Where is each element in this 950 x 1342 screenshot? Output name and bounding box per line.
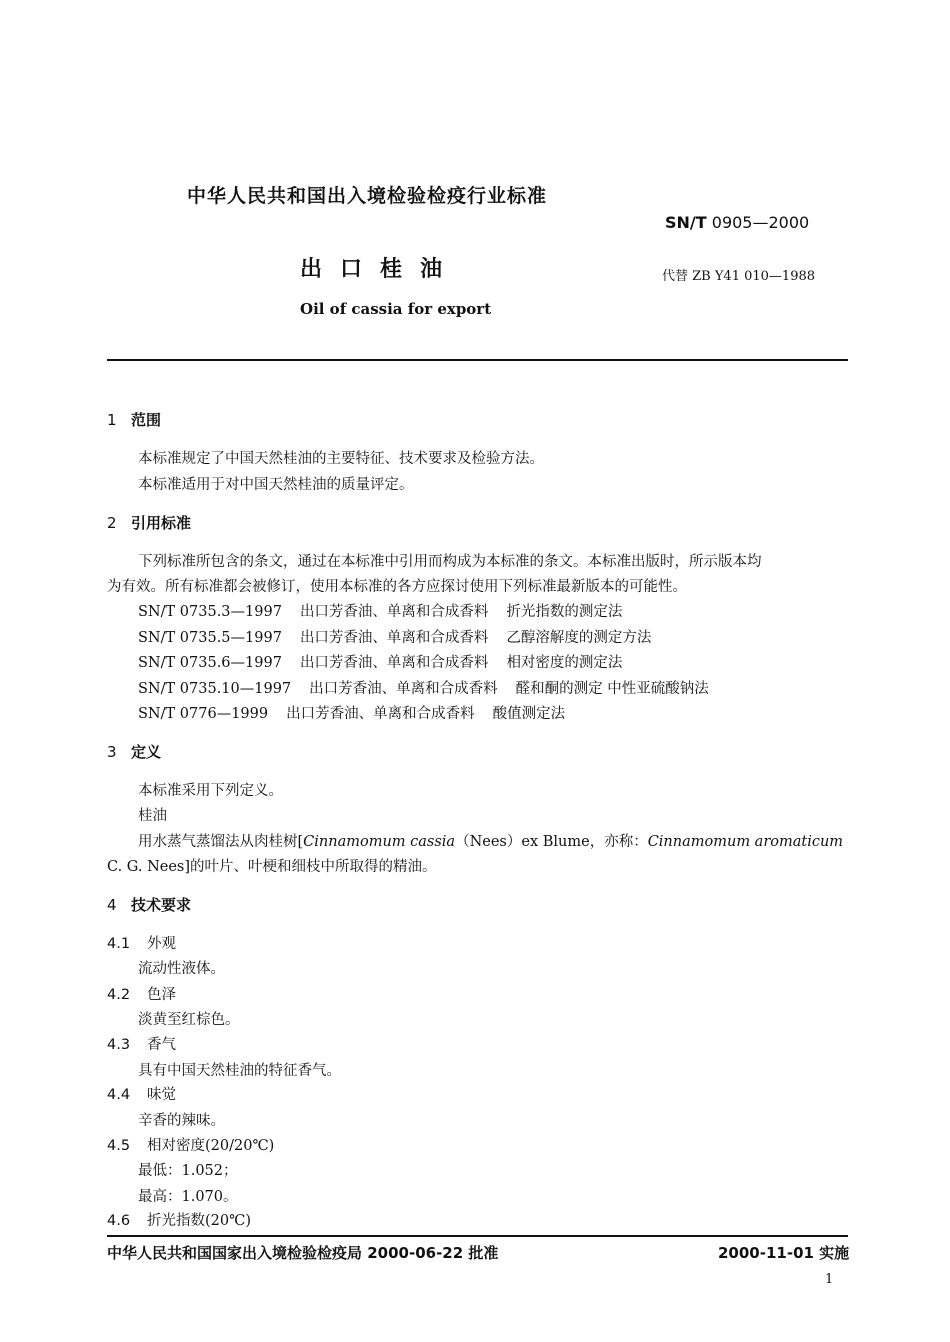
reference-desc: 出口芳香油、单离和合成香料 — [286, 706, 475, 722]
reference-desc: 出口芳香油、单离和合成香料 — [299, 604, 489, 620]
section-1-para-2: 本标准适用于对中国天然桂油的质量评定。 — [138, 477, 414, 493]
section-number: 3 — [107, 743, 117, 761]
subsection-text: 具有中国天然桂油的特征香气。 — [138, 1063, 341, 1079]
subsection-title: 外观 — [147, 936, 176, 952]
reference-desc: 出口芳香油、单离和合成香料 — [309, 681, 498, 697]
reference-item — [138, 651, 640, 672]
section-title: 引用标准 — [131, 514, 192, 532]
reference-item — [138, 677, 727, 698]
reference-code: SN/T 0735.3—1997 — [138, 604, 282, 620]
section-3-heading — [107, 741, 161, 762]
definition-text-line-1 — [138, 830, 843, 851]
reference-item — [138, 702, 583, 723]
reference-code: SN/T 0735.6—1997 — [138, 655, 282, 671]
section-title: 技术要求 — [131, 896, 192, 914]
reference-method: 醛和酮的测定 中性亚硫酸钠法 — [515, 681, 709, 697]
subsection-heading — [107, 983, 176, 1004]
reference-item — [138, 600, 640, 621]
subsection-text: 流动性液体。 — [138, 961, 225, 977]
definition-term: 桂油 — [138, 808, 167, 824]
reference-code: SN/T 0776—1999 — [138, 706, 269, 722]
section-1-para-1: 本标准规定了中国天然桂油的主要特征、技术要求及检验方法。 — [138, 451, 544, 467]
reference-desc: 出口芳香油、单离和合成香料 — [299, 655, 489, 671]
subsection-number: 4.5 — [107, 1138, 131, 1154]
subsection-heading — [107, 932, 176, 953]
section-3-para-1: 本标准采用下列定义。 — [138, 783, 283, 799]
subsection-number: 4.4 — [107, 1087, 131, 1103]
standard-code-number: 0905—2000 — [711, 213, 810, 232]
org-title: 中华人民共和国出入境检验检疫行业标准 — [187, 185, 548, 207]
section-4-heading — [107, 894, 191, 915]
footer-divider — [107, 1235, 848, 1237]
section-title: 定义 — [131, 743, 162, 761]
document-title: 出口桂油 — [300, 257, 461, 282]
reference-method: 酸值测定法 — [492, 706, 566, 722]
latin-name: Cinnamomum cassia — [303, 834, 456, 850]
subsection-title: 味觉 — [147, 1087, 176, 1103]
subsection-title: 相对密度(20/20℃) — [147, 1138, 275, 1154]
subsection-title: 香气 — [147, 1037, 176, 1053]
reference-method: 折光指数的测定法 — [506, 604, 623, 620]
definition-text-line-2: C. G. Nees]的叶片、叶梗和细枝中所取得的精油。 — [107, 859, 437, 875]
header-divider — [107, 359, 848, 361]
subsection-heading — [107, 1134, 274, 1155]
subsection-number: 4.3 — [107, 1037, 131, 1053]
section-number: 2 — [107, 514, 117, 532]
section-2-para-line-2: 为有效。所有标准都会被修订，使用本标准的各方应探讨使用下列标准最新版本的可能性。 — [107, 579, 687, 595]
density-min: 最低：1.052； — [138, 1163, 238, 1179]
section-number: 1 — [107, 411, 117, 429]
section-2-heading — [107, 512, 191, 533]
subsection-heading — [107, 1033, 176, 1054]
subsection-number: 4.6 — [107, 1213, 131, 1229]
reference-method: 乙醇溶解度的测定方法 — [506, 630, 652, 646]
section-1-heading — [107, 409, 161, 430]
subsection-title: 色泽 — [147, 987, 176, 1003]
subsection-number: 4.1 — [107, 936, 131, 952]
subsection-heading — [107, 1083, 176, 1104]
section-title: 范围 — [131, 411, 162, 429]
definition-text: （Nees）ex Blume，亦称： — [455, 834, 648, 850]
reference-method: 相对密度的测定法 — [506, 655, 623, 671]
latin-name: Cinnamomum aromaticum — [647, 834, 844, 850]
standard-code-prefix: SN/T — [665, 213, 707, 232]
page-number: 1 — [825, 1272, 834, 1287]
subsection-text: 淡黄至红棕色。 — [138, 1012, 240, 1028]
density-max: 最高：1.070。 — [138, 1189, 238, 1205]
subsection-heading — [107, 1209, 251, 1230]
subsection-title: 折光指数(20℃) — [147, 1213, 251, 1229]
standard-code — [665, 213, 809, 232]
subsection-number: 4.2 — [107, 987, 131, 1003]
section-number: 4 — [107, 896, 117, 914]
replaces-standard: 代替 ZB Y41 010—1988 — [662, 269, 816, 284]
reference-desc: 出口芳香油、单离和合成香料 — [299, 630, 489, 646]
subsection-text: 辛香的辣味。 — [138, 1113, 225, 1129]
issuer-approval: 中华人民共和国国家出入境检验检疫局 2000-06-22 批准 — [107, 1244, 499, 1262]
definition-text: 用水蒸气蒸馏法从肉桂树[ — [138, 834, 304, 850]
reference-code: SN/T 0735.5—1997 — [138, 630, 282, 646]
document-title-english: Oil of cassia for export — [300, 300, 492, 318]
section-2-para-line-1: 下列标准所包含的条文，通过在本标准中引用而构成为本标准的条文。本标准出版时，所示版本均 — [138, 554, 762, 570]
effective-date: 2000-11-01 实施 — [718, 1244, 850, 1262]
reference-code: SN/T 0735.10—1997 — [138, 681, 292, 697]
reference-item — [138, 626, 669, 647]
